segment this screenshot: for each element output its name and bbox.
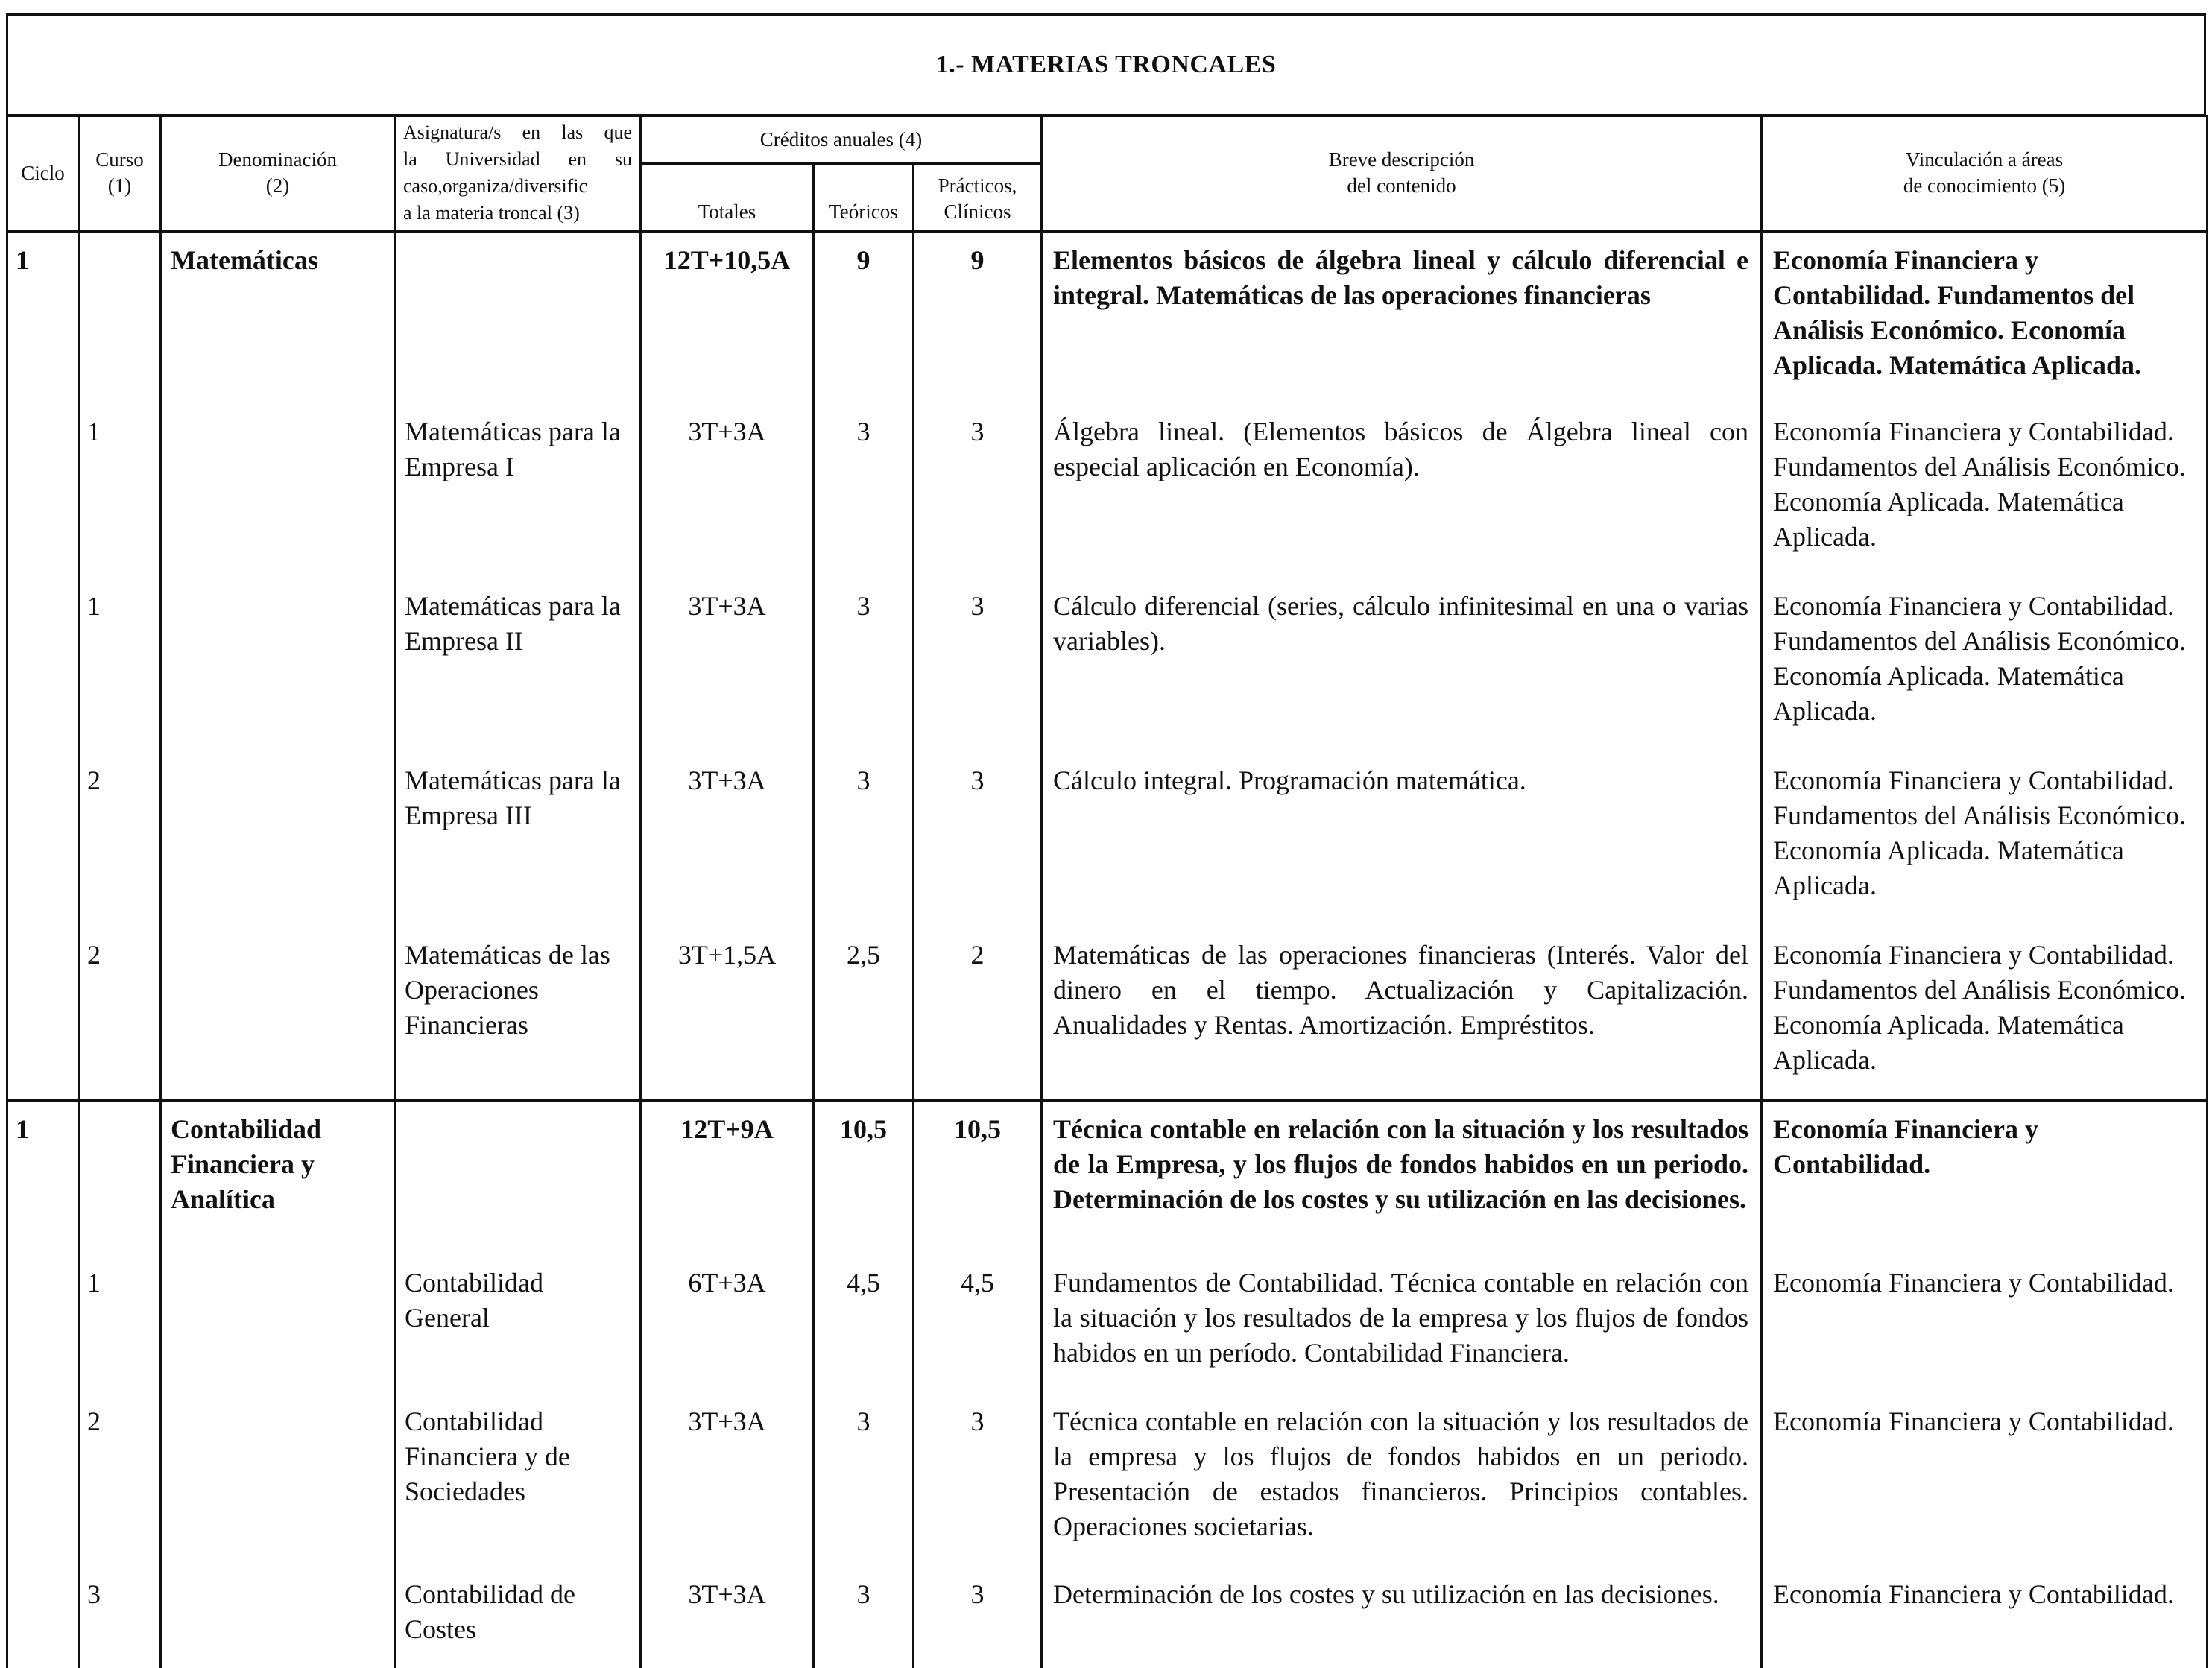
cell-curso: 2	[79, 1394, 161, 1567]
cell-descripcion: Determinación de los costes y su utilización en las decisiones.	[1042, 1567, 1762, 1668]
cell-curso: 2	[79, 753, 161, 927]
cell-ciclo: 1	[7, 231, 79, 404]
cell-ciclo	[7, 1255, 79, 1394]
table-row	[7, 1394, 2208, 1567]
cell-teoricos: 3	[814, 1394, 914, 1567]
table-row	[7, 231, 2208, 404]
cell-descripcion: Álgebra lineal. (Elementos básicos de Álgebra lineal con especial aplicación en Economía).	[1042, 404, 1762, 578]
cell-practicos: 3	[914, 753, 1042, 927]
cell-asignatura: Matemáticas para la Empresa III	[395, 753, 641, 927]
cell-descripcion: Cálculo integral. Programación matemática.	[1042, 753, 1762, 927]
cell-ciclo	[7, 753, 79, 927]
header-curso: Curso (1)	[79, 116, 161, 231]
materias-table	[6, 115, 2208, 1668]
cell-asignatura: Matemáticas de las Operaciones Financieras	[395, 927, 641, 1100]
cell-denominacion	[161, 578, 395, 753]
cell-teoricos: 3	[814, 753, 914, 927]
cell-descripcion: Técnica contable en relación con la situación y los resultados de la Empresa, y los flujos de fondos habidos en un periodo. Determinación de los costes y su utilización en las decisiones.	[1042, 1100, 1762, 1255]
cell-vinculacion: Economía Financiera y Contabilidad. Fundamentos del Análisis Económico. Economía Aplicada. Matemática Aplicada.	[1762, 578, 2208, 753]
cell-totales: 6T+3A	[641, 1255, 814, 1394]
cell-totales: 3T+3A	[641, 404, 814, 578]
section-title: 1.- MATERIAS TRONCALES	[6, 13, 2206, 116]
cell-curso: 3	[79, 1567, 161, 1668]
cell-totales: 3T+3A	[641, 578, 814, 753]
cell-teoricos: 10,5	[814, 1100, 914, 1255]
header-vinculacion: Vinculación a áreas de conocimiento (5)	[1762, 116, 2208, 231]
table-row	[7, 1567, 2208, 1668]
cell-totales: 3T+3A	[641, 1567, 814, 1668]
cell-vinculacion: Economía Financiera y Contabilidad. Fundamentos del Análisis Económico. Economía Aplicada. Matemática Aplicada.	[1762, 753, 2208, 927]
cell-denominacion	[161, 1567, 395, 1668]
cell-denominacion	[161, 404, 395, 578]
cell-practicos: 4,5	[914, 1255, 1042, 1394]
header-teoricos: Teóricos	[814, 164, 914, 231]
cell-asignatura: Contabilidad Financiera y de Sociedades	[395, 1394, 641, 1567]
cell-curso: 1	[79, 404, 161, 578]
cell-asignatura	[395, 1100, 641, 1255]
cell-vinculacion: Economía Financiera y Contabilidad.	[1762, 1100, 2208, 1255]
cell-denominacion	[161, 1255, 395, 1394]
cell-denominacion: Contabilidad Financiera y Analítica	[161, 1100, 395, 1255]
cell-teoricos: 9	[814, 231, 914, 404]
cell-teoricos: 4,5	[814, 1255, 914, 1394]
table-row	[7, 1100, 2208, 1255]
header-totales: Totales	[641, 164, 814, 231]
header-asignatura-line: caso,organiza/diversific	[403, 175, 588, 198]
cell-asignatura	[395, 231, 641, 404]
cell-practicos: 3	[914, 578, 1042, 753]
cell-totales: 12T+9A	[641, 1100, 814, 1255]
cell-ciclo	[7, 1394, 79, 1567]
cell-teoricos: 3	[814, 404, 914, 578]
cell-vinculacion: Economía Financiera y Contabilidad.	[1762, 1567, 2208, 1668]
cell-curso: 1	[79, 578, 161, 753]
cell-denominacion	[161, 927, 395, 1100]
table-row	[7, 927, 2208, 1100]
cell-curso: 2	[79, 927, 161, 1100]
cell-practicos: 9	[914, 231, 1042, 404]
cell-asignatura: Matemáticas para la Empresa II	[395, 578, 641, 753]
cell-teoricos: 3	[814, 1567, 914, 1668]
cell-descripcion: Técnica contable en relación con la situación y los resultados de la empresa y los flujos de fondos habidos en un periodo. Presentación de estados financieros. Principios contables. Operaciones societarias.	[1042, 1394, 1762, 1567]
cell-curso	[79, 231, 161, 404]
table-row	[7, 1255, 2208, 1394]
table-row	[7, 404, 2208, 578]
header-ciclo: Ciclo	[7, 116, 79, 231]
header-asignatura-line: Asignatura/s en las que	[403, 121, 632, 144]
cell-descripcion: Elementos básicos de álgebra lineal y cálculo diferencial e integral. Matemáticas de las operaciones financieras	[1042, 231, 1762, 404]
cell-denominacion: Matemáticas	[161, 231, 395, 404]
cell-ciclo	[7, 404, 79, 578]
cell-practicos: 3	[914, 1394, 1042, 1567]
cell-vinculacion: Economía Financiera y Contabilidad.	[1762, 1255, 2208, 1394]
cell-practicos: 2	[914, 927, 1042, 1100]
cell-practicos: 10,5	[914, 1100, 1042, 1255]
cell-teoricos: 2,5	[814, 927, 914, 1100]
cell-asignatura: Matemáticas para la Empresa I	[395, 404, 641, 578]
cell-practicos: 3	[914, 1567, 1042, 1668]
cell-vinculacion: Economía Financiera y Contabilidad.	[1762, 1394, 2208, 1567]
cell-vinculacion: Economía Financiera y Contabilidad. Fundamentos del Análisis Económico. Economía Aplicada. Matemática Aplicada.	[1762, 927, 2208, 1100]
cell-descripcion: Fundamentos de Contabilidad. Técnica contable en relación con la situación y los resultados de la empresa y los flujos de fondos habidos en un período. Contabilidad Financiera.	[1042, 1255, 1762, 1394]
header-asignatura	[395, 116, 641, 231]
cell-descripcion: Cálculo diferencial (series, cálculo infinitesimal en una o varias variables).	[1042, 578, 1762, 753]
cell-totales: 3T+1,5A	[641, 927, 814, 1100]
cell-ciclo	[7, 1567, 79, 1668]
cell-denominacion	[161, 753, 395, 927]
cell-curso: 1	[79, 1255, 161, 1394]
cell-ciclo	[7, 927, 79, 1100]
cell-ciclo: 1	[7, 1100, 79, 1255]
header-descripcion: Breve descripción del contenido	[1042, 116, 1762, 231]
header-asignatura-line: a la materia troncal (3)	[403, 202, 580, 224]
header-denominacion: Denominación (2)	[161, 116, 395, 231]
table-row	[7, 578, 2208, 753]
cell-asignatura: Contabilidad de Costes	[395, 1567, 641, 1668]
document-page	[6, 13, 2209, 1646]
cell-asignatura: Contabilidad General	[395, 1255, 641, 1394]
cell-descripcion: Matemáticas de las operaciones financieras (Interés. Valor del dinero en el tiempo. Actualización y Capitalización. Anualidades y Rentas. Amortización. Empréstitos.	[1042, 927, 1762, 1100]
header-asignatura-line: la Universidad en su	[403, 148, 632, 171]
cell-teoricos: 3	[814, 578, 914, 753]
table-row	[7, 753, 2208, 927]
cell-denominacion	[161, 1394, 395, 1567]
cell-vinculacion: Economía Financiera y Contabilidad. Fundamentos del Análisis Económico. Economía Aplicada. Matemática Aplicada.	[1762, 231, 2208, 404]
cell-vinculacion: Economía Financiera y Contabilidad. Fundamentos del Análisis Económico. Economía Aplicada. Matemática Aplicada.	[1762, 404, 2208, 578]
cell-totales: 3T+3A	[641, 753, 814, 927]
header-creditos: Créditos anuales (4)	[641, 116, 1042, 164]
header-practicos: Prácticos, Clínicos	[914, 164, 1042, 231]
cell-curso	[79, 1100, 161, 1255]
cell-totales: 3T+3A	[641, 1394, 814, 1567]
cell-ciclo	[7, 578, 79, 753]
cell-practicos: 3	[914, 404, 1042, 578]
cell-totales: 12T+10,5A	[641, 231, 814, 404]
